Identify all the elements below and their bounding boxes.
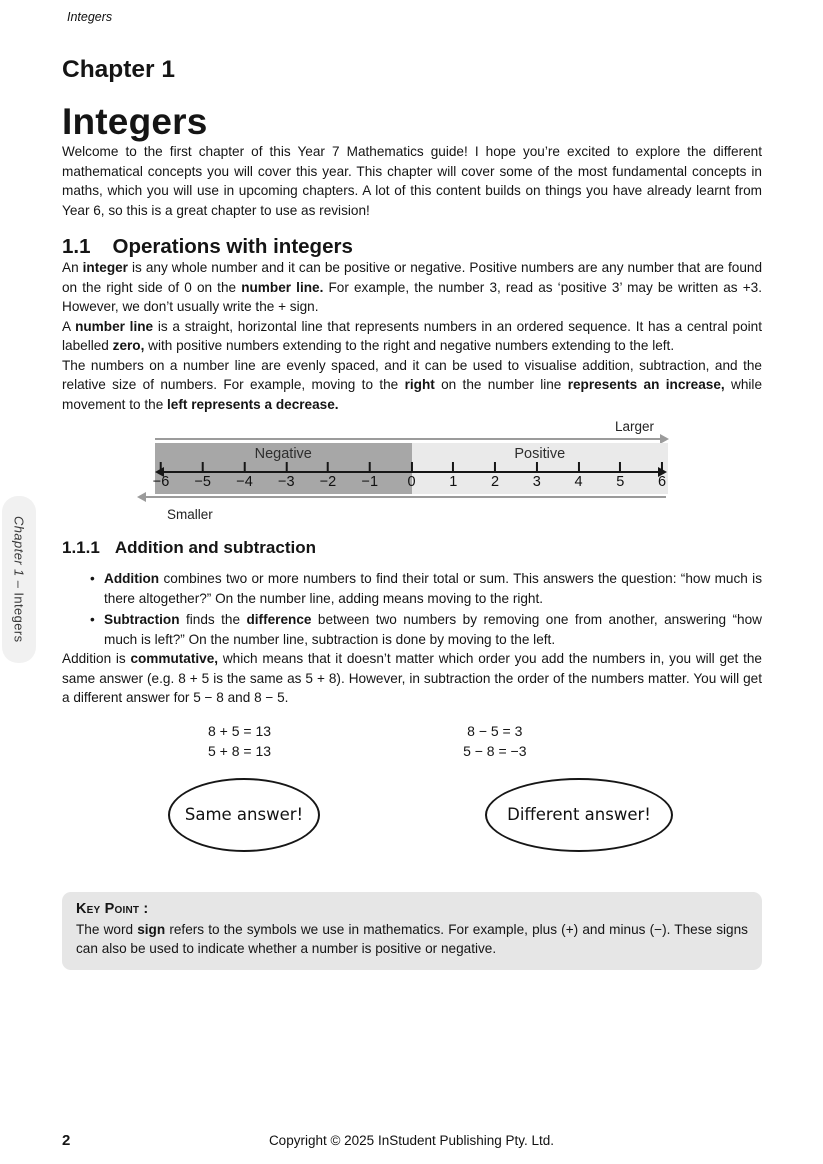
paragraph-commutative: Addition is commutative, which means that it doesn’t matter which order you add the numbers in, you will get the same answer (e.g. 8 + 5 is the same as 5 + 8). However, in subtraction the order of the numbers matter. You will get a different answer for 5 − 8 and 8 − 5. — [62, 651, 762, 705]
key-point-label: Key Point : — [76, 900, 149, 917]
bullet-marker: • — [90, 612, 95, 627]
tick-label: 2 — [490, 474, 500, 490]
paragraph-integer: An integer is any whole number and it can be positive or negative. Positive numbers are any number that are found on the right side of 0 on the number line. For example, the number 3, read as ‘positive 3’ may be written as +3. However, we don’t usually write the + sign. — [62, 260, 763, 314]
tick-mark — [327, 462, 329, 471]
tick-label: −1 — [361, 474, 379, 490]
tick-item — [533, 462, 541, 490]
bullet-item-subtraction — [62, 610, 762, 649]
same-answer-bubble — [168, 778, 320, 852]
page-content — [62, 0, 762, 970]
chapter-tab — [2, 496, 36, 663]
tick-item — [236, 462, 253, 490]
tick-item — [616, 462, 624, 490]
bullet-text: Addition combines two or more numbers to find their total or sum. This answers the question: “how much is there altogether?” On the number line, adding means moving to the right. — [104, 571, 762, 606]
subtraction-line-1: 8 − 5 = 3 — [467, 722, 523, 739]
tick-label: −5 — [194, 474, 212, 490]
bullet-item-addition — [62, 569, 762, 608]
tick-row — [152, 462, 667, 494]
section-heading-1-1 — [62, 236, 762, 258]
tick-label: 1 — [449, 474, 458, 490]
tick-label: 5 — [616, 474, 625, 490]
bullet-text: Subtraction finds the difference between two numbers by removing one from another, answering “how much is left?” On the number line, subtraction is done by moving to the left. — [104, 612, 762, 647]
chapter-kicker: Chapter 1 — [62, 56, 176, 83]
tick-item — [407, 462, 415, 490]
larger-arrow-icon — [155, 435, 668, 443]
tick-label: 0 — [407, 474, 416, 490]
addition-line-2: 5 + 8 = 13 — [208, 742, 272, 759]
tick-item — [194, 462, 211, 490]
smaller-arrow-head — [137, 492, 146, 502]
page-number: 2 — [62, 1132, 71, 1149]
tick-label: 3 — [532, 474, 541, 490]
tick-label: −3 — [277, 474, 295, 490]
intro-paragraph: Welcome to the first chapter of this Year 7 Mathematics guide! I hope you’re excited to explore the different mathematical concepts you will cover this year. This chapter will cover some of the most fundamental concepts in maths, which you will use in upcoming chapters. A lot of this content builds on things you have already learnt from Year 6, so this is a great chapter to use as revision! — [62, 144, 762, 218]
page-title: Integers — [62, 101, 208, 142]
tick-mark — [369, 462, 371, 471]
paragraph-spacing: The numbers on a number line are evenly spaced, and it can be used to visualise addition, subtraction, and the relative size of numbers. For example, moving to the right on the number line represents an increase, while movement to the left represents a decrease. — [62, 357, 763, 412]
addition-example — [208, 721, 271, 761]
number-line-figure — [152, 419, 668, 523]
smaller-arrow-icon — [155, 494, 668, 502]
bullet-marker: • — [90, 571, 95, 586]
addition-line-1: 8 + 5 = 13 — [208, 722, 272, 739]
subtraction-line-2: 5 − 8 = −3 — [463, 742, 527, 759]
section-title: Operations with integers — [112, 235, 353, 258]
subtraction-example — [463, 721, 526, 761]
tick-mark — [577, 462, 579, 471]
tick-label: 6 — [657, 474, 667, 490]
paragraph-number-line: A number line is a straight, horizontal line that represents numbers in an ordered sequence. It has a central point labelled zero, with positive numbers extending to the right and negative numbers extending to the left. — [62, 318, 762, 353]
smaller-label: Smaller — [167, 507, 213, 522]
negative-label: Negative — [254, 446, 312, 462]
smaller-arrow-shaft — [145, 496, 666, 498]
tick-mark — [285, 462, 287, 471]
running-head: Integers — [67, 10, 113, 24]
tick-mark — [619, 462, 621, 471]
tick-item — [574, 462, 582, 490]
tick-mark — [202, 462, 204, 471]
larger-arrow-shaft — [155, 438, 662, 440]
copyright-text: Copyright © 2025 InStudent Publishing Pty. Ltd. — [268, 1133, 555, 1148]
chapter-tab-label: Chapter 1 – Integers — [11, 516, 27, 643]
speech-bubbles — [62, 778, 762, 854]
tick-mark — [661, 462, 663, 471]
tick-mark — [243, 462, 245, 471]
tick-label: 4 — [574, 474, 583, 490]
tick-item — [153, 462, 170, 490]
tick-mark — [452, 462, 454, 471]
tick-mark — [494, 462, 496, 471]
tick-item — [449, 462, 457, 490]
tick-item — [491, 462, 499, 490]
larger-label: Larger — [614, 419, 654, 434]
tick-label: −6 — [152, 474, 170, 490]
same-answer-text: Same answer! — [184, 805, 304, 824]
positive-label: Positive — [514, 446, 566, 462]
tick-item — [361, 462, 378, 490]
subsection-title: Addition and subtraction — [114, 538, 316, 557]
key-point-box — [62, 892, 762, 970]
number-line-band — [152, 443, 668, 494]
tick-item — [320, 462, 337, 490]
tick-label: −4 — [236, 474, 253, 490]
tick-mark — [410, 462, 412, 471]
subsection-number: 1.1.1 — [62, 538, 100, 557]
section-number: 1.1 — [62, 235, 91, 258]
bullet-list — [62, 569, 762, 649]
tick-label: −2 — [319, 474, 337, 490]
different-answer-bubble — [485, 778, 673, 852]
tick-mark — [536, 462, 538, 471]
worked-examples — [62, 721, 762, 761]
tick-mark — [160, 462, 162, 471]
tick-item — [278, 462, 295, 490]
section-heading-1-1-1 — [62, 539, 762, 557]
key-point-text: The word sign refers to the symbols we use in mathematics. For example, plus (+) and minus (−). These signs can also be used to indicate whether a number is positive or negative. — [76, 921, 748, 956]
different-answer-text: Different answer! — [507, 805, 651, 824]
tick-item — [658, 462, 666, 490]
